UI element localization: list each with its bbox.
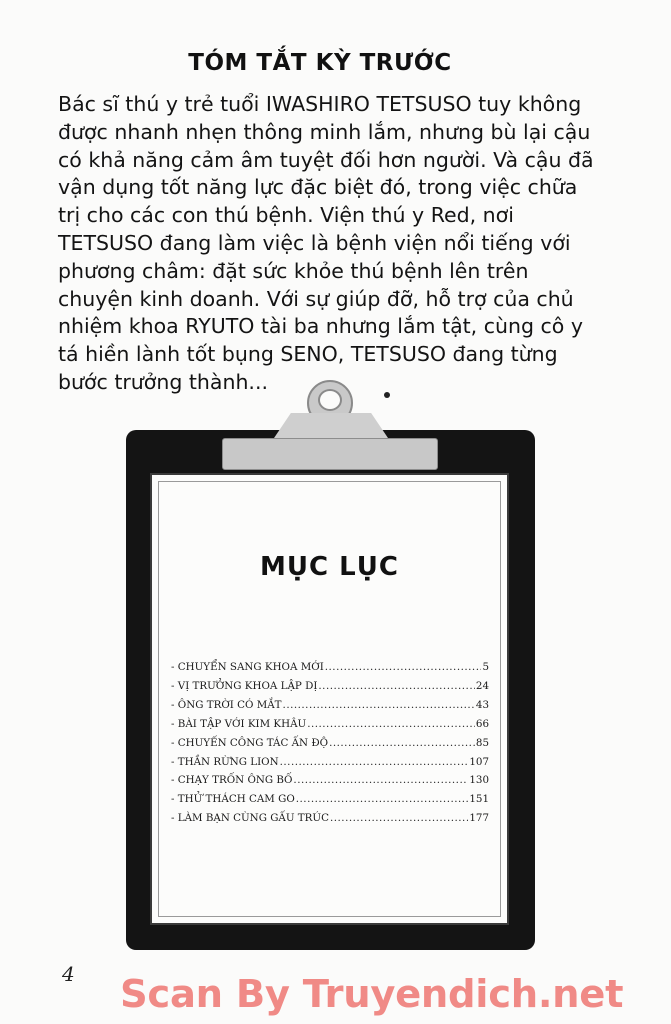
toc-entry xyxy=(171,658,489,677)
toc-entry-page: 130 xyxy=(469,774,489,787)
toc-entry-title: - CHẠY TRỐN ÔNG BỐ xyxy=(171,774,293,787)
summary-line: được nhanh nhẹn thông minh lắm, nhưng bù lại cậu xyxy=(58,119,591,144)
toc-entry xyxy=(171,734,489,753)
toc-entry-title: - BÀI TẬP VỚI KIM KHÂU xyxy=(171,717,307,730)
toc-entry-page: 151 xyxy=(469,793,489,806)
toc-entry-title: - CHUYỂN SANG KHOA MỚI xyxy=(171,661,324,673)
summary-line: trị cho các con thú bệnh. Viện thú y Red, nơi xyxy=(58,203,514,228)
summary-line: nhiệm khoa RYUTO tài ba nhưng lắm tật, cùng cô y xyxy=(58,314,583,339)
toc-entry-title: - VỊ TRƯỞNG KHOA LẬP DỊ xyxy=(171,679,318,692)
scan-watermark: Scan By Truyendich.net xyxy=(120,972,624,1017)
toc-entry xyxy=(171,790,489,809)
summary-line: chuyện kinh doanh. Với sự giúp đỡ, hỗ trợ của chủ xyxy=(58,286,574,311)
toc-entry-page: 5 xyxy=(482,661,489,673)
toc-entry-title: - THẦN RỪNG LION xyxy=(171,755,279,768)
toc-leader-dots xyxy=(283,696,475,715)
summary-line: bước trưởng thành... xyxy=(58,369,268,394)
toc-title: MỤC LỤC xyxy=(260,552,399,582)
page-number: 4 xyxy=(62,962,75,986)
toc-entry xyxy=(171,771,489,790)
toc-entry-page: 66 xyxy=(475,717,489,730)
toc-entry-page: 85 xyxy=(475,736,489,749)
summary-line: Bác sĩ thú y trẻ tuổi IWASHIRO TETSUSO tuy không xyxy=(58,92,582,116)
toc-leader-dots xyxy=(330,809,468,828)
toc-leader-dots xyxy=(280,753,469,772)
toc-entry xyxy=(171,696,489,715)
summary-line: TETSUSO đang làm việc là bệnh viện nổi tiếng với xyxy=(58,230,571,255)
summary-line: tá hiền lành tốt bụng SENO, TETSUSO đang từng xyxy=(58,342,558,367)
summary-text xyxy=(58,91,598,397)
toc-leader-dots xyxy=(329,734,475,753)
clip-base xyxy=(222,438,438,470)
summary-line: có khả năng cảm âm tuyệt đối hơn người. Và cậu đã xyxy=(58,147,594,172)
summary-title: TÓM TẮT KỲ TRƯỚC xyxy=(188,50,452,76)
toc-entry-page: 177 xyxy=(469,812,489,825)
toc-entry-page: 24 xyxy=(475,679,489,692)
toc-leader-dots xyxy=(325,658,482,677)
table-of-contents xyxy=(171,658,489,828)
toc-entry-title: - CHUYẾN CÔNG TÁC ẤN ĐỘ xyxy=(171,736,329,749)
summary-line: vận dụng tốt năng lực đặc biệt đó, trong việc chữa xyxy=(58,175,578,200)
toc-entry-title: - THỬ THÁCH CAM GO xyxy=(171,793,295,806)
toc-entry-title: - LÀM BẠN CÙNG GẤU TRÚC xyxy=(171,812,329,825)
toc-entry-page: 107 xyxy=(469,755,489,768)
ink-dot xyxy=(384,392,390,398)
toc-entry xyxy=(171,715,489,734)
clip-top xyxy=(272,413,390,441)
toc-leader-dots xyxy=(307,715,475,734)
toc-entry-page: 43 xyxy=(475,698,489,711)
summary-line: phương châm: đặt sức khỏe thú bệnh lên trên xyxy=(58,258,529,283)
toc-leader-dots xyxy=(296,790,469,809)
toc-entry-title: - ÔNG TRỜI CÓ MẮT xyxy=(171,698,282,711)
toc-leader-dots xyxy=(318,677,474,696)
toc-entry xyxy=(171,809,489,828)
clip-ring-hole xyxy=(318,389,342,411)
toc-leader-dots xyxy=(293,771,468,790)
toc-entry xyxy=(171,677,489,696)
toc-entry xyxy=(171,753,489,772)
